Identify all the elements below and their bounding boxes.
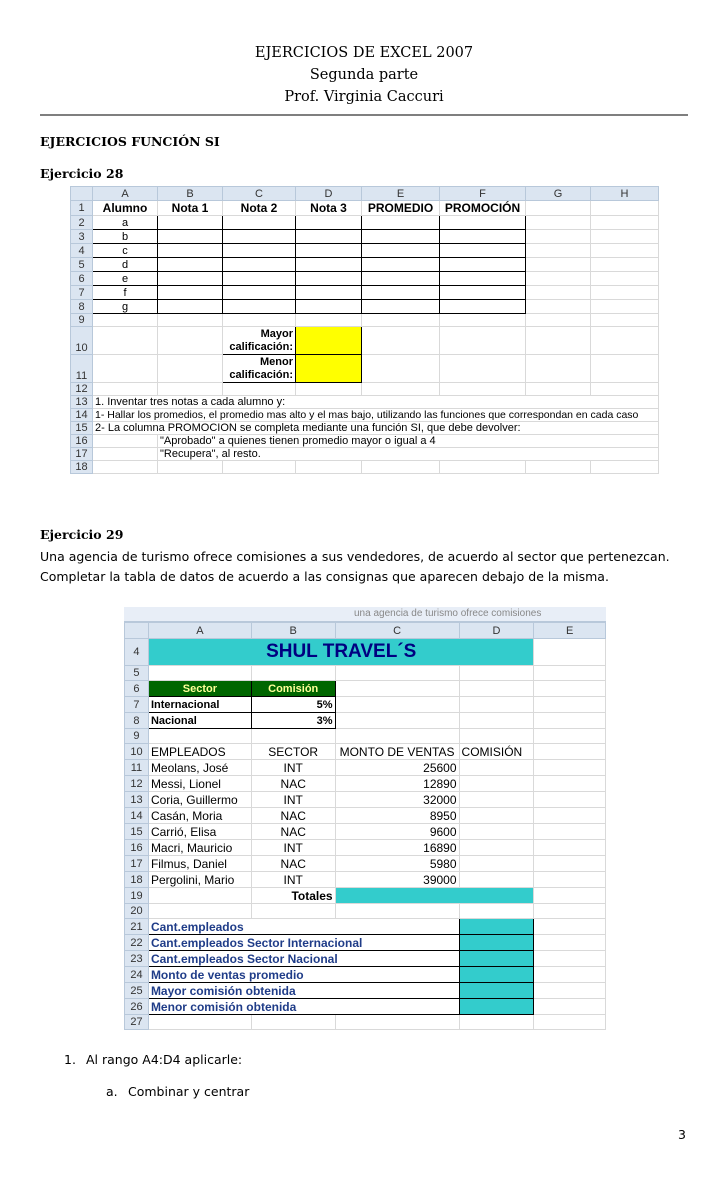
list-item: 1. Al rango A4:D4 aplicarle: <box>64 1052 243 1067</box>
employee-monto: 39000 <box>335 872 459 888</box>
employee-name: Macri, Mauricio <box>148 840 251 856</box>
employee-sector: INT <box>251 840 335 856</box>
student-cell: d <box>93 258 158 272</box>
ex28-title: Ejercicio 28 <box>40 166 124 181</box>
col-header: G <box>526 187 591 201</box>
hdr-nota1: Nota 1 <box>158 201 223 216</box>
employee-sector: INT <box>251 792 335 808</box>
employee-name: Coria, Guillermo <box>148 792 251 808</box>
employee-monto: 25600 <box>335 760 459 776</box>
note-line: "Recupera", al resto. <box>158 448 659 461</box>
col-header: C <box>223 187 296 201</box>
col-header: A <box>148 623 251 639</box>
employee-sector: INT <box>251 760 335 776</box>
col-header: F <box>440 187 526 201</box>
ex29-description: Una agencia de turismo ofrece comisiones a sus vendedores, de acuerdo al sector que pertenezcan. Completar la tabla de datos de acuerdo a las consignas que aparecen debajo de la misma. <box>40 549 670 584</box>
employee-name: Meolans, José <box>148 760 251 776</box>
sector-pct: 3% <box>251 713 335 729</box>
summary-label: Monto de ventas promedio <box>148 967 459 983</box>
employee-monto: 32000 <box>335 792 459 808</box>
menor-value-cell <box>296 355 362 383</box>
summary-label: Cant.empleados Sector Nacional <box>148 951 459 967</box>
employee-name: Casán, Moria <box>148 808 251 824</box>
summary-label: Mayor comisión obtenida <box>148 983 459 999</box>
employee-sector: NAC <box>251 856 335 872</box>
sector-name: Nacional <box>148 713 251 729</box>
header-divider <box>40 114 688 116</box>
hdr-promedio: PROMEDIO <box>362 201 440 216</box>
student-cell: f <box>93 286 158 300</box>
student-cell: e <box>93 272 158 286</box>
col-header: D <box>459 623 534 639</box>
row-header: 1 <box>71 201 93 216</box>
employee-monto: 9600 <box>335 824 459 840</box>
employee-name: Messi, Lionel <box>148 776 251 792</box>
header-title: EJERCICIOS DE EXCEL 2007 <box>254 45 474 61</box>
student-cell: a <box>93 216 158 230</box>
ex29-spreadsheet: una agencia de turismo ofrece comisiones A B C D E 4 SHUL TRAVEL´S 5 6 Sector Comisión 7 Internacional 5% 8 Nacional 3% 9 10 EMPLEADOS SECTOR MONTO DE VENTAS COMISIÓN 11 Meolans, José INT 25600 12 Messi, Lionel NAC 12890 13 Coria, Guillermo INT 32000 14 Casán, Moria NAC 8950 15 Carrió, Elisa NAC 9600 16 Macri, Mauricio INT 16890 17 Filmus, Daniel NAC 5980 18 Pergolini, Mario INT 39000 19 Totales 20 21 Cant.empleados 22 Cant.empleados Sector Internacional 23 Cant.empleados Sector Nacional 24 Monto de ventas promedio 25 Mayor comisión obtenida 26 Menor comisión obtenida 27 <box>124 607 606 1030</box>
student-cell: c <box>93 244 158 258</box>
employee-sector: NAC <box>251 824 335 840</box>
col-header: D <box>296 187 362 201</box>
col-header: B <box>251 623 335 639</box>
hdr-sector: SECTOR <box>251 744 335 760</box>
hdr-promocion: PROMOCIÓN <box>440 201 526 216</box>
hdr-alumno: Alumno <box>93 201 158 216</box>
col-header: C <box>335 623 459 639</box>
employee-sector: NAC <box>251 808 335 824</box>
col-header: H <box>591 187 659 201</box>
sector-pct: 5% <box>251 697 335 713</box>
hdr-nota2: Nota 2 <box>223 201 296 216</box>
employee-name: Filmus, Daniel <box>148 856 251 872</box>
note-line: 1- Hallar los promedios, el promedio mas alto y el mas bajo, utilizando las funciones que correspondan en cada caso <box>93 409 659 422</box>
student-cell: b <box>93 230 158 244</box>
col-header: B <box>158 187 223 201</box>
totales-label: Totales <box>251 888 335 904</box>
employee-name: Pergolini, Mario <box>148 872 251 888</box>
hdr-monto: MONTO DE VENTAS <box>335 744 459 760</box>
list-subitem: a. Combinar y centrar <box>106 1084 250 1099</box>
sector-header: Sector <box>148 681 251 697</box>
employee-sector: INT <box>251 872 335 888</box>
ex29-title: Ejercicio 29 <box>40 527 124 542</box>
employee-name: Carrió, Elisa <box>148 824 251 840</box>
col-header: E <box>362 187 440 201</box>
hdr-nota3: Nota 3 <box>296 201 362 216</box>
note-line: "Aprobado" a quienes tienen promedio mayor o igual a 4 <box>158 435 659 448</box>
employee-monto: 12890 <box>335 776 459 792</box>
col-header: A <box>93 187 158 201</box>
student-cell: g <box>93 300 158 314</box>
comision-header: Comisión <box>251 681 335 697</box>
summary-label: Cant.empleados Sector Internacional <box>148 935 459 951</box>
section-title: EJERCICIOS FUNCIÓN SI <box>40 134 220 149</box>
employee-sector: NAC <box>251 776 335 792</box>
summary-label: Menor comisión obtenida <box>148 999 459 1015</box>
col-header: E <box>534 623 606 639</box>
hdr-empleados: EMPLEADOS <box>148 744 251 760</box>
mayor-value-cell <box>296 327 362 355</box>
note-line: 2- La columna PROMOCION se completa mediante una función SI, que debe devolver: <box>93 422 659 435</box>
corner-cell <box>71 187 93 201</box>
ex28-spreadsheet: A B C D E F G H 1 Alumno Nota 1 Nota 2 Nota 3 PROMEDIO PROMOCIÓN 2 a 3 b 4 c 5 d 6 e 7 f 8 g 9 10 Mayor calificación: 11 Menor calificación: 12 13 1. Inventar tres notas a cada alumno y: 14 1- Hallar los promedios, el promedio mas alto y el mas bajo, utilizando las funciones que correspondan en cada caso 15 2- La columna PROMOCION se completa mediante una función SI, que debe devolver: 16 "Aprobado" a quienes tienen promedio mayor o igual a 4 17 "Recupera", al resto. 18 <box>70 186 659 474</box>
menor-label: Menor calificación: <box>223 355 296 383</box>
page-number: 3 <box>678 1127 686 1142</box>
employee-monto: 8950 <box>335 808 459 824</box>
formula-bar: una agencia de turismo ofrece comisiones <box>124 607 606 622</box>
header-subtitle: Segunda parte <box>309 67 419 83</box>
summary-label: Cant.empleados <box>148 919 459 935</box>
shul-banner: SHUL TRAVEL´S <box>148 639 534 666</box>
header-author: Prof. Virginia Caccuri <box>284 89 444 105</box>
note-line: 1. Inventar tres notas a cada alumno y: <box>93 396 659 409</box>
mayor-label: Mayor calificación: <box>223 327 296 355</box>
employee-monto: 5980 <box>335 856 459 872</box>
hdr-comision: COMISIÓN <box>459 744 534 760</box>
employee-monto: 16890 <box>335 840 459 856</box>
sector-name: Internacional <box>148 697 251 713</box>
